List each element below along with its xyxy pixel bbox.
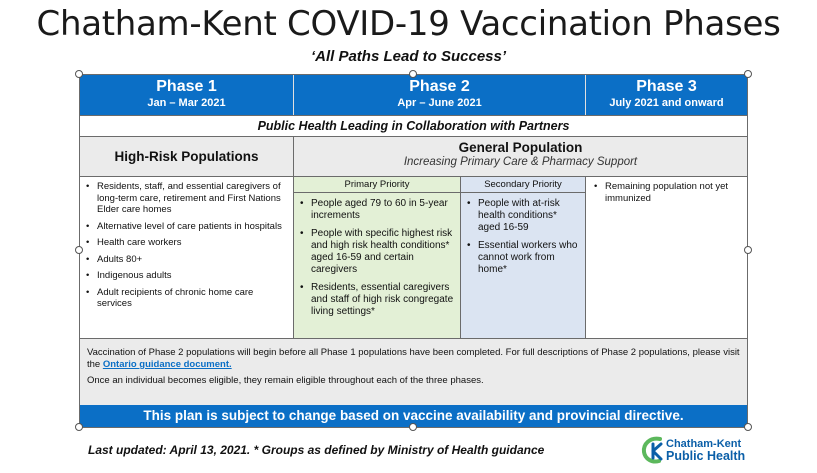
phase-2-header: [294, 75, 586, 115]
general-population-subheading: Increasing Primary Care & Pharmacy Support: [403, 156, 638, 168]
population-row: [80, 137, 747, 177]
resize-handle-bottom-right[interactable]: [744, 423, 752, 431]
primary-priority-column: [294, 177, 461, 338]
logo-line-1: Chatham-Kent: [666, 438, 742, 450]
list-item: • People aged 79 to 60 in 5-year increments: [298, 198, 454, 222]
page-subtitle: ‘All Paths Lead to Success’: [310, 48, 507, 65]
phase-3-header: [586, 75, 747, 115]
list-item: • Health care workers: [84, 237, 287, 249]
list-item: • Remaining population not yet immunized: [592, 181, 741, 204]
high-risk-heading: High-Risk Populations: [80, 137, 294, 176]
note-line-1: [87, 347, 740, 371]
resize-handle-top-middle[interactable]: [409, 70, 417, 78]
collaboration-row: Public Health Leading in Collaboration with Partners: [80, 115, 747, 137]
secondary-priority-list: [461, 193, 585, 276]
phase-2-dates: Apr – June 2021: [397, 97, 482, 109]
list-item: • Alternative level of care patients in hospitals: [84, 221, 287, 233]
ontario-guidance-link[interactable]: Ontario guidance document.: [102, 359, 232, 370]
logo-text: [666, 438, 745, 462]
disclaimer-banner: This plan is subject to change based on vaccine availability and provincial directive.: [80, 405, 747, 427]
resize-handle-top-left[interactable]: [75, 70, 83, 78]
phase-3-dates: July 2021 and onward: [609, 97, 724, 109]
general-population-heading: General Population: [458, 140, 583, 155]
phase-3-name: Phase 3: [636, 78, 697, 95]
resize-handle-middle-right[interactable]: [744, 246, 752, 254]
resize-handle-bottom-left[interactable]: [75, 423, 83, 431]
resize-handle-top-right[interactable]: [744, 70, 752, 78]
list-item: • People with at-risk health conditions* aged 16-59: [465, 198, 579, 234]
vaccination-phases-table: [79, 74, 748, 428]
phase-2-name: Phase 2: [409, 78, 470, 95]
phase-1-list: [84, 181, 287, 310]
list-item: • Residents, staff, and essential caregivers of long-term care, retirement and First Nations Elder care homes: [84, 181, 287, 216]
list-item: • Residents, essential caregivers and staff of high risk congregate living settings*: [298, 282, 454, 318]
phase-3-list: [592, 181, 741, 204]
secondary-priority-heading: Secondary Priority: [461, 177, 585, 193]
note-panel: [80, 338, 747, 405]
general-population-cell: [294, 137, 747, 176]
primary-priority-list: [294, 193, 460, 318]
logo-line-2: Public Health: [666, 449, 746, 463]
resize-handle-bottom-middle[interactable]: [409, 423, 417, 431]
list-item: • Essential workers who cannot work from home*: [465, 240, 579, 276]
phase-1-dates: Jan – Mar 2021: [147, 97, 226, 109]
note-line-2: Once an individual becomes eligible, they remain eligible throughout each of the three phases.: [87, 375, 484, 386]
list-item: • Indigenous adults: [84, 270, 287, 282]
list-item: • Adult recipients of chronic home care services: [84, 287, 287, 310]
phase-3-column: [586, 177, 747, 338]
secondary-priority-column: [461, 177, 586, 338]
resize-handle-middle-left[interactable]: [75, 246, 83, 254]
phase-1-name: Phase 1: [156, 78, 217, 95]
list-item: • Adults 80+: [84, 254, 287, 266]
page-title: Chatham-Kent COVID-19 Vaccination Phases: [36, 4, 781, 44]
footer-text: Last updated: April 13, 2021. * Groups as defined by Ministry of Health guidance: [88, 443, 545, 457]
phase-1-header: [80, 75, 294, 115]
primary-priority-heading: Primary Priority: [294, 177, 460, 193]
chatham-kent-public-health-logo: [640, 434, 750, 468]
list-item: • People with specific highest risk and high risk health conditions* aged 16-59 and certain caregivers: [298, 228, 454, 276]
phase-1-column: [80, 177, 294, 338]
logo-mark-icon: [640, 434, 666, 466]
note-text: Vaccination of Phase 2 populations will begin before all Phase 1 populations have been completed. For full descriptions of Phase 2 populations, please visit the: [87, 347, 740, 370]
